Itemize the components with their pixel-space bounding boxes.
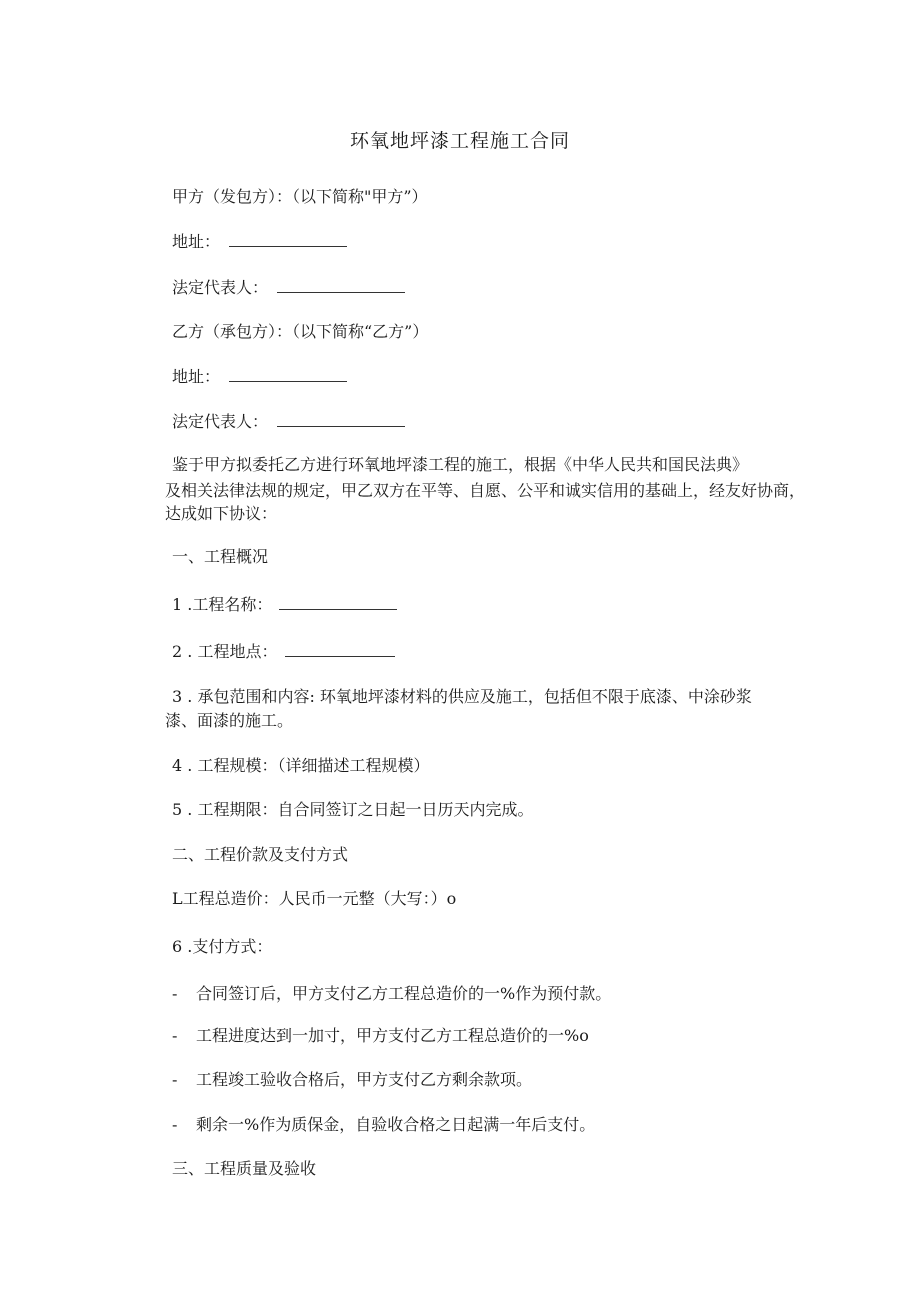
project-scope-line-1: 3 . 承包范围和内容: 环氧地坪漆材料的供应及施工，包括但不限于底漆、中涂砂浆 [172, 687, 752, 706]
party-a-label: 甲方（发包方）：（以下简称"甲方”） [172, 187, 428, 206]
party-b-address-blank [229, 367, 347, 382]
payment-bullet-2 [172, 1026, 589, 1046]
payment-bullet-4 [172, 1115, 595, 1135]
payment-bullet-3 [172, 1070, 532, 1090]
preamble-line-3: 达成如下协议： [165, 504, 278, 523]
party-b-rep-label: 法定代表人： [172, 412, 269, 431]
party-b-address-label: 地址： [172, 367, 221, 386]
bullet-dash: - [172, 1115, 178, 1134]
project-location-label: 2 . 工程地点： [172, 642, 278, 661]
payment-bullet-1 [172, 984, 611, 1004]
project-name-label: 1 .工程名称： [172, 595, 273, 614]
preamble-line-1: 鉴于甲方拟委托乙方进行环氧地坪漆工程的施工，根据《中华人民共和国民法典》 [172, 455, 749, 474]
party-b-address [172, 367, 347, 387]
bullet-text: 剩余一%作为质保金，自验收合格之日起满一年后支付。 [196, 1115, 596, 1134]
party-a-rep-blank [277, 278, 405, 293]
party-a-address [172, 232, 347, 252]
total-price: L工程总造价：人民币一元整（大写：）o [172, 889, 457, 908]
section-3-heading: 三、工程质量及验收 [172, 1159, 317, 1178]
project-name [172, 595, 397, 615]
project-name-blank [279, 595, 397, 610]
bullet-text: 工程进度达到一加寸，甲方支付乙方工程总造价的一%o [196, 1026, 589, 1045]
project-duration: 5 . 工程期限：自合同签订之日起一日历天内完成。 [172, 800, 534, 819]
payment-method: 6 .支付方式： [172, 937, 273, 956]
preamble-line-2: 及相关法律法规的规定，甲乙双方在平等、自愿、公平和诚实信用的基础上，经友好协商， [165, 481, 806, 500]
party-a-rep [172, 278, 405, 298]
party-a-address-label: 地址： [172, 232, 221, 251]
bullet-dash: - [172, 1070, 178, 1089]
project-location-blank [285, 642, 395, 657]
bullet-text: 合同签订后，甲方支付乙方工程总造价的一%作为预付款。 [196, 984, 612, 1003]
section-1-heading: 一、工程概况 [172, 547, 269, 566]
project-scope-line-2: 漆、面漆的施工。 [165, 711, 294, 730]
bullet-dash: - [172, 984, 178, 1003]
bullet-dash: - [172, 1026, 178, 1045]
section-2-heading: 二、工程价款及支付方式 [172, 845, 349, 864]
document-title: 环氧地坪漆工程施工合同 [349, 130, 570, 152]
party-a-rep-label: 法定代表人： [172, 278, 269, 297]
party-b-rep [172, 412, 405, 432]
project-location [172, 642, 395, 662]
bullet-text: 工程竣工验收合格后，甲方支付乙方剩余款项。 [196, 1070, 533, 1089]
party-b-rep-blank [277, 412, 405, 427]
party-a-address-blank [229, 232, 347, 247]
project-scale: 4 . 工程规模：（详细描述工程规模） [172, 756, 430, 775]
party-b-label: 乙方（承包方）：（以下简称“乙方”） [172, 322, 429, 341]
